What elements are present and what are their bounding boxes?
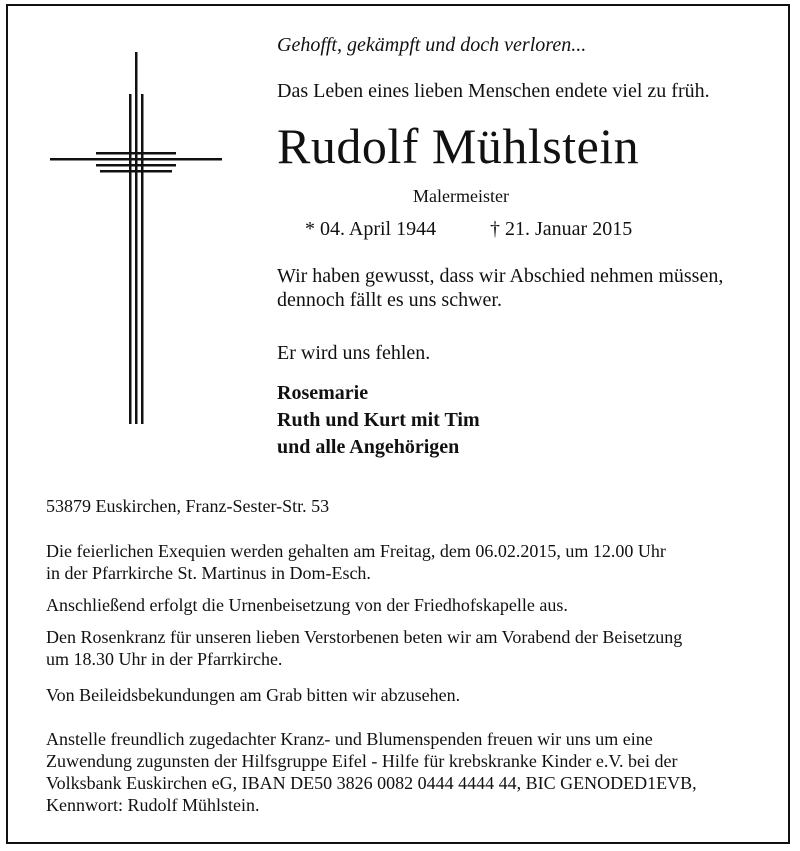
- motto: Gehofft, gekämpft und doch verloren...: [277, 34, 587, 56]
- paragraph-line: Volksbank Euskirchen eG, IBAN DE50 3826 0082 0444 4444 44, BIC GENODED1EVB,: [46, 773, 697, 793]
- deceased-name: Rudolf Mühlstein: [277, 118, 640, 174]
- miss-line: Er wird uns fehlen.: [277, 342, 431, 364]
- paragraph-line: Von Beileidsbekundungen am Grab bitten wir abzusehen.: [46, 685, 461, 705]
- paragraph-line: um 18.30 Uhr in der Pfarrkirche.: [46, 649, 283, 669]
- address: 53879 Euskirchen, Franz-Sester-Str. 53: [46, 496, 330, 516]
- cross-icon: [50, 52, 222, 424]
- family-signatures: [277, 380, 480, 461]
- paragraph-line: Anstelle freundlich zugedachter Kranz- und Blumenspenden freuen wir uns um eine: [46, 729, 653, 749]
- paragraph-line: in der Pfarrkirche St. Martinus in Dom-Esch.: [46, 563, 371, 583]
- paragraph-line: Den Rosenkranz für unseren lieben Verstorbenen beten wir am Vorabend der Beisetzung: [46, 627, 683, 647]
- family-member: Ruth und Kurt mit Tim: [277, 409, 480, 431]
- death-date: † 21. Januar 2015: [490, 218, 633, 240]
- paragraph-line: Zuwendung zugunsten der Hilfsgruppe Eifel - Hilfe für krebskranke Kinder e.V. bei der: [46, 751, 678, 771]
- saying-line: dennoch fällt es uns schwer.: [277, 289, 502, 311]
- paragraph-line: Die feierlichen Exequien werden gehalten am Freitag, dem 06.02.2015, um 12.00 Uhr: [46, 541, 666, 561]
- paragraph-donations: [46, 728, 697, 816]
- profession: Malermeister: [413, 186, 509, 206]
- paragraph-exequies: [46, 540, 666, 584]
- paragraph-condolences: [46, 684, 460, 706]
- saying: [277, 264, 723, 312]
- paragraph-line: Anschließend erfolgt die Urnenbeisetzung von der Friedhofskapelle aus.: [46, 595, 568, 615]
- saying-line: Wir haben gewusst, dass wir Abschied nehmen müssen,: [277, 265, 724, 287]
- family-member: Rosemarie: [277, 382, 369, 404]
- intro-line: Das Leben eines lieben Menschen endete viel zu früh.: [277, 80, 710, 102]
- birth-date: * 04. April 1944: [305, 218, 437, 240]
- family-member: und alle Angehörigen: [277, 436, 460, 458]
- paragraph-rosary: [46, 626, 682, 670]
- paragraph-line: Kennwort: Rudolf Mühlstein.: [46, 795, 260, 815]
- paragraph-burial: [46, 594, 568, 616]
